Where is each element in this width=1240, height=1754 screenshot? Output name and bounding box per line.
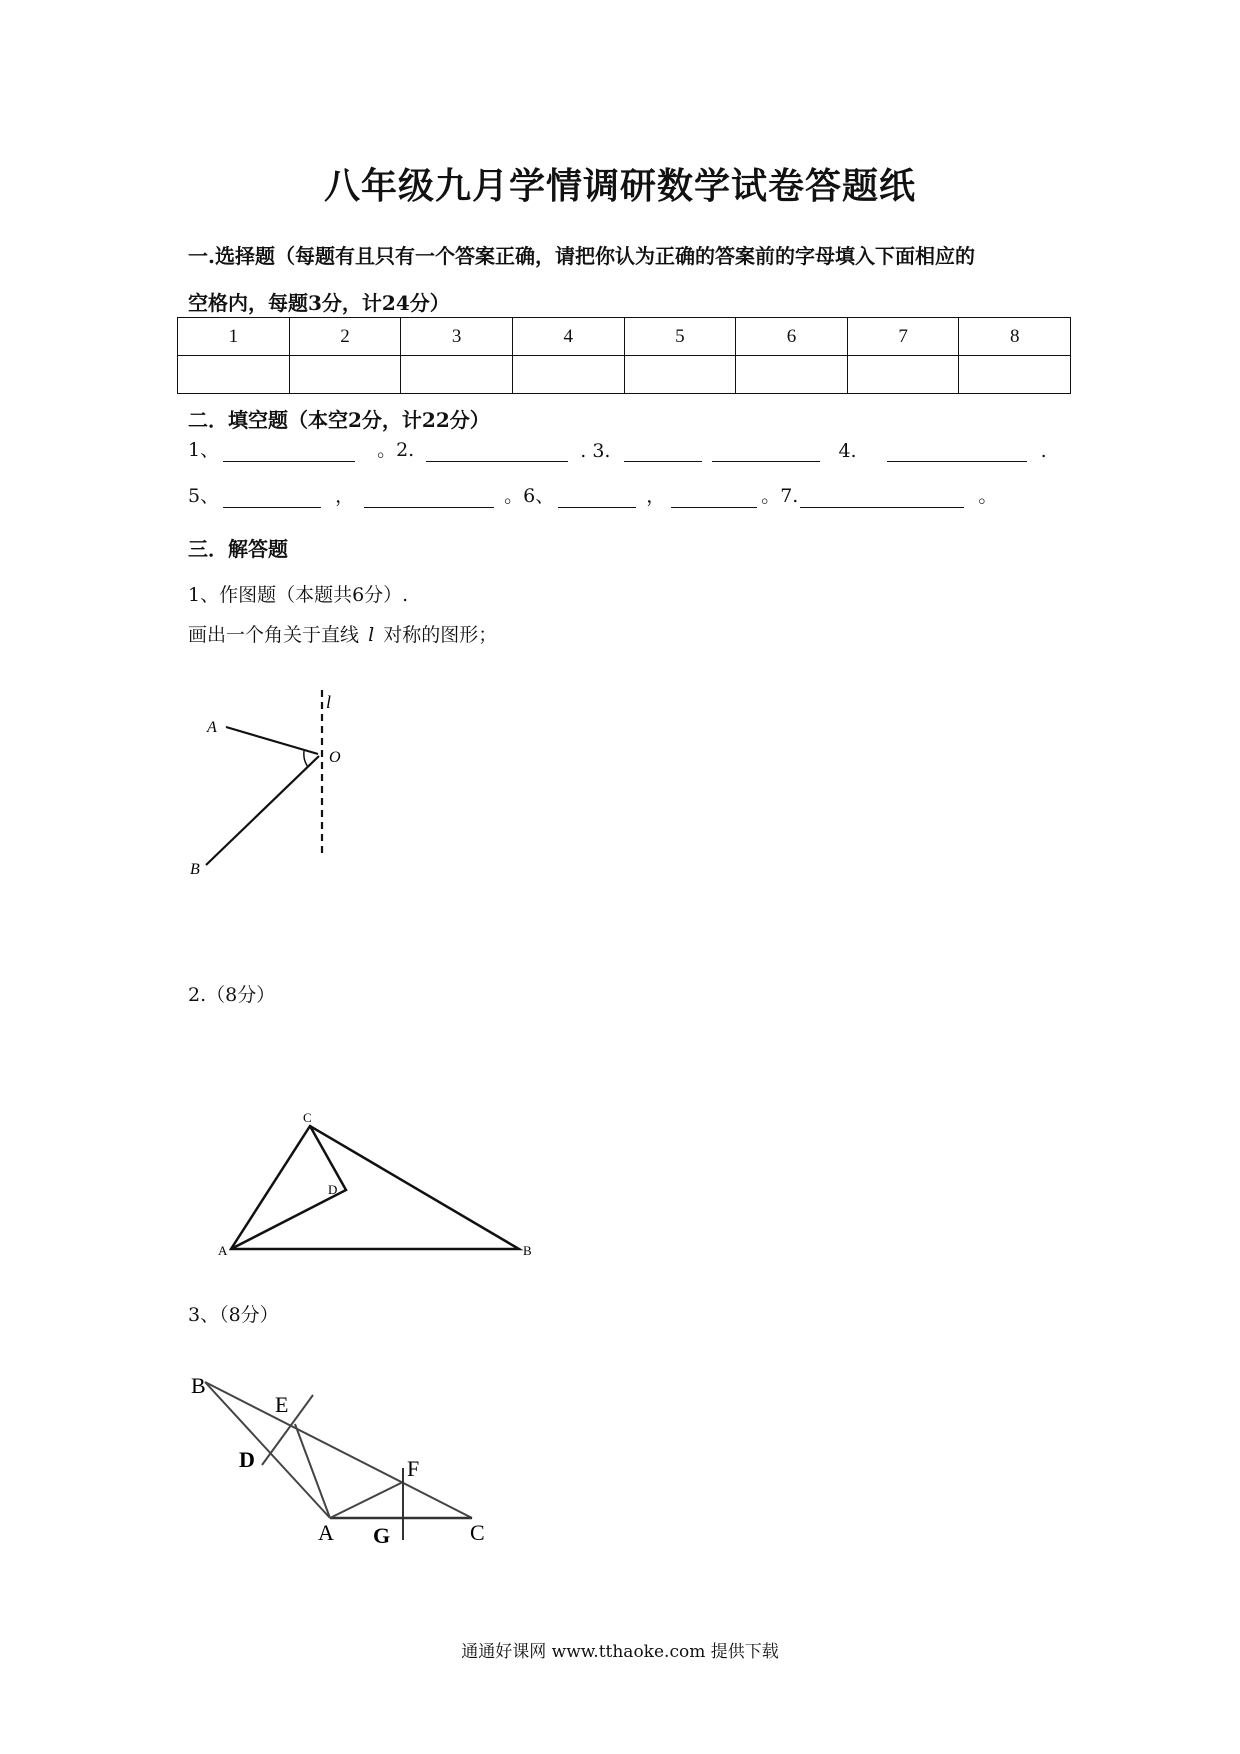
- blank-5b[interactable]: [364, 487, 494, 508]
- label-F: F: [407, 1456, 420, 1481]
- section3-heading: 三．解答题: [188, 537, 288, 561]
- segment-BA: [205, 1382, 330, 1518]
- answer-cell[interactable]: [736, 356, 848, 394]
- fill-row-1: [188, 435, 1047, 462]
- blank-4[interactable]: [887, 441, 1027, 462]
- footer-credit: 通通好课网 www.tthaoke.com 提供下载: [461, 1642, 779, 1662]
- label-D: D: [239, 1447, 255, 1472]
- fill-comma-1: ，: [335, 485, 355, 507]
- blank-6b[interactable]: [671, 487, 757, 508]
- fill-comma-2: ，: [646, 485, 666, 507]
- label-A: A: [318, 1520, 334, 1545]
- fill-row-2: [188, 481, 997, 508]
- segment-BO: [206, 756, 319, 865]
- answer-cell[interactable]: [401, 356, 513, 394]
- answer-table-input-row: [178, 356, 1071, 394]
- fill-label-1: 1、: [188, 439, 220, 461]
- label-E: E: [275, 1392, 289, 1417]
- section1-heading-line2: 空格内，每题3分，计24分）: [188, 291, 450, 315]
- blank-6a[interactable]: [558, 487, 636, 508]
- fill-label-2: 。2.: [377, 439, 415, 461]
- fill-label-7: 。7.: [761, 485, 799, 507]
- fill-label-4: 4.: [838, 440, 857, 462]
- q3-title: 3、（8分）: [188, 1304, 279, 1326]
- answer-table-header-row: [178, 318, 1071, 356]
- label-l: l: [326, 692, 332, 712]
- answer-col-header: 2: [289, 318, 401, 356]
- q1-text-post: 对称的图形；: [383, 624, 498, 646]
- q1-text: [188, 620, 497, 647]
- label-O: O: [329, 749, 341, 766]
- answer-cell[interactable]: [847, 356, 959, 394]
- blank-7[interactable]: [800, 487, 964, 508]
- answer-col-header: 6: [736, 318, 848, 356]
- blank-3b[interactable]: [712, 441, 820, 462]
- figure-angle-symmetry: [180, 680, 360, 880]
- label-B: B: [523, 1243, 532, 1258]
- label-A: A: [207, 719, 217, 736]
- q1-title: 1、作图题（本题共6分）.: [188, 584, 409, 606]
- answer-col-header: 1: [178, 318, 290, 356]
- section2-heading: 二．填空题（本空2分，计22分）: [188, 408, 490, 432]
- answer-col-header: 3: [401, 318, 513, 356]
- answer-table: [177, 317, 1071, 394]
- segment-AE: [295, 1424, 330, 1518]
- segment-AO: [226, 727, 318, 754]
- label-G: G: [373, 1523, 391, 1548]
- answer-cell[interactable]: [178, 356, 290, 394]
- label-A: A: [218, 1243, 228, 1258]
- answer-cell[interactable]: [624, 356, 736, 394]
- answer-col-header: 7: [847, 318, 959, 356]
- label-C: C: [470, 1520, 485, 1545]
- label-B: B: [190, 861, 200, 878]
- answer-col-header: 5: [624, 318, 736, 356]
- fill-label-6: 。6、: [504, 485, 555, 507]
- answer-col-header: 8: [959, 318, 1071, 356]
- angle-arc: [304, 751, 308, 767]
- section1-heading-line1: 一.选择题（每题有且只有一个答案正确，请把你认为正确的答案前的字母填入下面相应的: [188, 244, 975, 268]
- fill-end-1: .: [1040, 440, 1047, 462]
- segment-AF: [330, 1482, 403, 1518]
- triangle-ABC: [231, 1126, 519, 1249]
- answer-cell[interactable]: [289, 356, 401, 394]
- q2-title: 2.（8分）: [188, 984, 276, 1006]
- label-D: D: [328, 1182, 338, 1197]
- blank-3a[interactable]: [624, 441, 702, 462]
- q1-text-var: l: [368, 624, 375, 646]
- label-C: C: [303, 1110, 312, 1125]
- answer-cell[interactable]: [512, 356, 624, 394]
- q1-text-pre: 画出一个角关于直线: [188, 624, 360, 646]
- fill-label-5: 5、: [188, 485, 220, 507]
- fill-end-2: 。: [978, 485, 998, 507]
- blank-5a[interactable]: [223, 487, 321, 508]
- label-B: B: [191, 1373, 206, 1398]
- fill-label-3: . 3.: [580, 440, 611, 462]
- page-title: 八年级九月学情调研数学试卷答题纸: [323, 165, 916, 207]
- figure-triangle-abd: [210, 1100, 540, 1260]
- figure-triangle-abc-bisectors: [185, 1355, 515, 1555]
- answer-col-header: 4: [512, 318, 624, 356]
- blank-1[interactable]: [223, 441, 355, 462]
- blank-2[interactable]: [426, 441, 568, 462]
- answer-cell[interactable]: [959, 356, 1071, 394]
